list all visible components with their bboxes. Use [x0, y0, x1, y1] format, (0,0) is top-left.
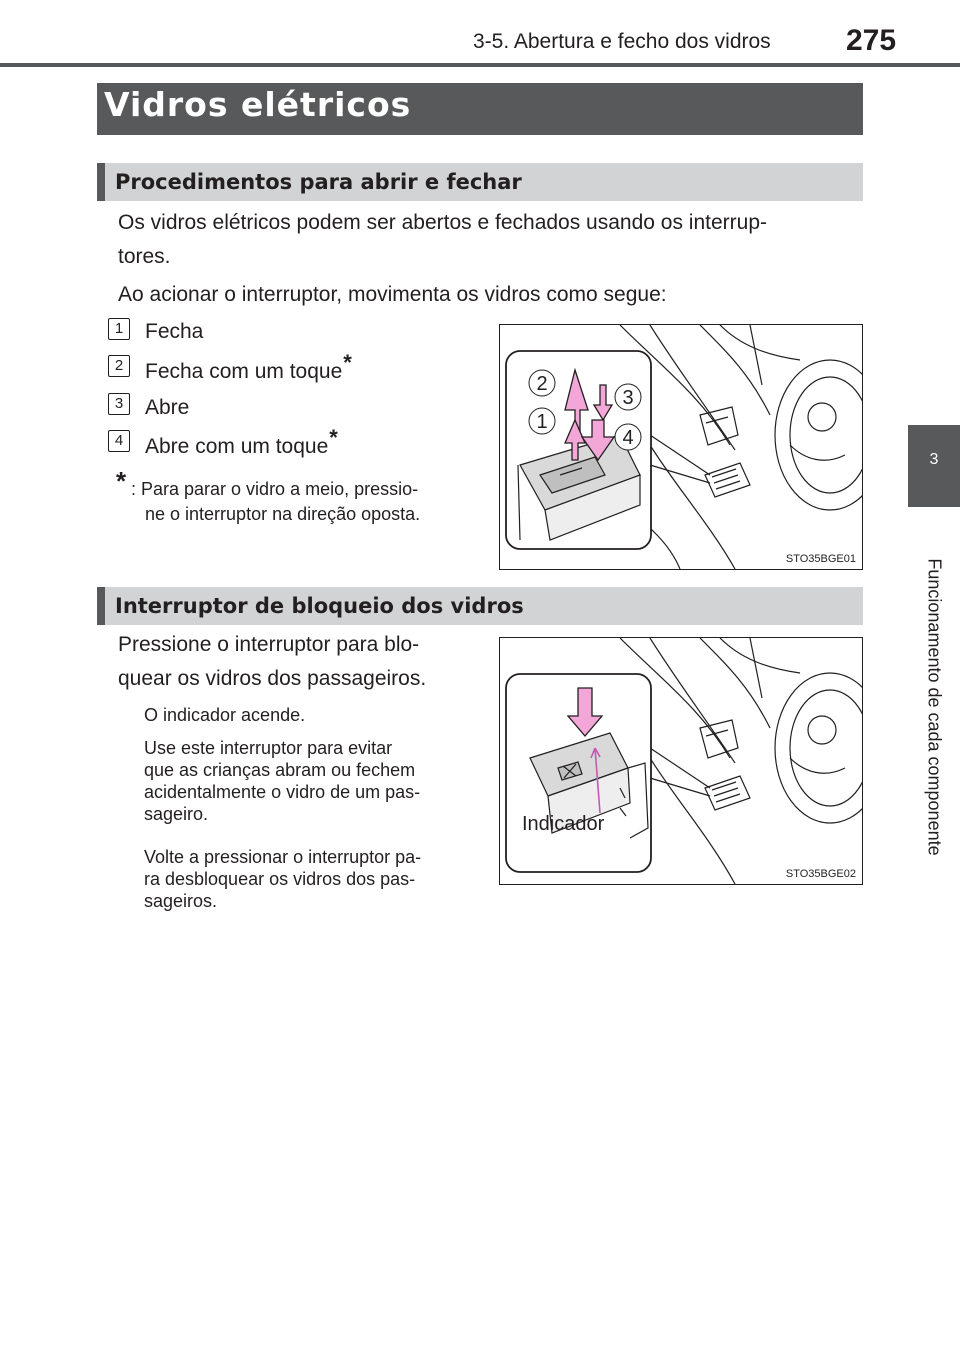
chapter-number: 3 [929, 451, 939, 468]
figure-code: STO35BGE01 [785, 553, 856, 565]
note3-line-2: ra desbloquear os vidros dos pas- [144, 869, 416, 889]
section-heading-text: Interruptor de bloqueio dos vidros [115, 594, 524, 618]
item-label-1: Fecha [145, 320, 204, 343]
section-heading-text: Procedimentos para abrir e fechar [115, 170, 522, 194]
heading-marker [97, 163, 105, 201]
section-heading-procedures [97, 163, 863, 201]
item-number-4: 4 [108, 430, 130, 452]
footnote-line-2: ne o interruptor na direção oposta. [145, 504, 421, 524]
lock-para-line-2: quear os vidros dos passageiros. [118, 667, 427, 690]
lock-para-line-1: Pressione o interruptor para blo- [118, 633, 420, 656]
heading-marker [97, 587, 105, 625]
footnote-mark: * [116, 466, 127, 496]
callout-1: 1 [536, 411, 548, 433]
window-switch-illustration [500, 325, 862, 569]
intro-line-2: tores. [118, 245, 171, 268]
note3-line-1: Volte a pressionar o interruptor pa- [144, 847, 422, 867]
note3-line-3: sageiros. [144, 891, 218, 911]
intro-line-1: Os vidros elétricos podem ser abertos e fechados usando os interrup- [118, 211, 768, 234]
section-heading-lock [97, 587, 863, 625]
figure-lock-switch [499, 637, 863, 885]
chapter-tab[interactable] [908, 425, 960, 507]
note2-line-3: acidentalmente o vidro de um pas- [144, 782, 421, 802]
item-number-2: 2 [108, 355, 130, 377]
page-number: 275 [846, 24, 897, 57]
note2-line-4: sageiro. [144, 804, 209, 824]
callout-3: 3 [622, 387, 634, 409]
indicator-label: Indicador [522, 813, 605, 835]
item-label-2: Fecha com um toque* [145, 350, 352, 383]
section-title: 3-5. Abertura e fecho dos vidros [473, 30, 771, 53]
note-indicator: O indicador acende. [144, 705, 306, 725]
figure-code: STO35BGE02 [785, 868, 856, 880]
note2-line-2: que as crianças abram ou fechem [144, 760, 416, 780]
item-number-1: 1 [108, 318, 130, 340]
callout-4: 4 [622, 427, 634, 449]
item-label-4: Abre com um toque* [145, 425, 338, 458]
note2-line-1: Use este interruptor para evitar [144, 738, 393, 758]
figure-window-switch [499, 324, 863, 570]
intro-2: Ao acionar o interruptor, movimenta os vidros como segue: [118, 283, 667, 306]
callout-2: 2 [536, 373, 548, 395]
asterisk: * [329, 425, 338, 450]
page-title: Vidros elétricos [104, 85, 412, 124]
chapter-label-tab [908, 507, 960, 907]
footnote-line-1: : Para parar o vidro a meio, pressio- [131, 479, 419, 499]
chapter-label: Funcionamento de cada componente [924, 558, 945, 856]
lock-switch-illustration [500, 638, 862, 884]
item-label-3: Abre [145, 396, 190, 419]
item-number-3: 3 [108, 393, 130, 415]
asterisk: * [343, 350, 352, 375]
header-rule [0, 63, 960, 67]
